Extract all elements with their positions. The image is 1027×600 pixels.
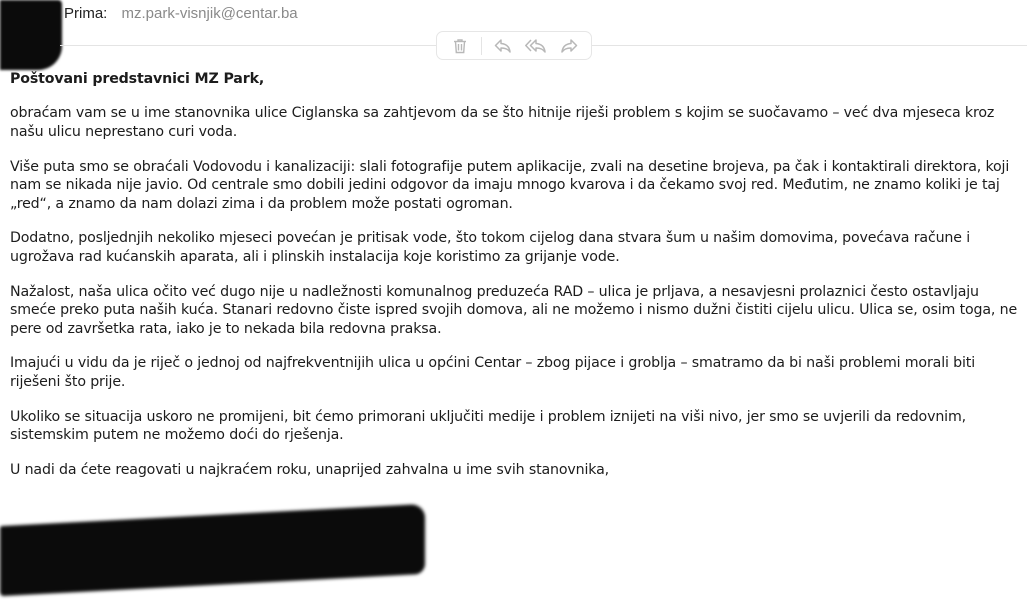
forward-button[interactable] — [557, 35, 581, 57]
recipient-label: Prima: — [64, 5, 108, 22]
recipient-address[interactable]: mz.park-visnjik@centar.ba — [121, 5, 298, 22]
reply-all-icon — [525, 39, 547, 53]
toolbar-separator — [481, 37, 482, 55]
reply-all-button[interactable] — [524, 35, 548, 57]
reply-button[interactable] — [491, 35, 515, 57]
trash-icon — [453, 38, 467, 54]
paragraph: Više puta smo se obraćali Vodovodu i kanalizaciji: slali fotografije putem aplikacije, zvali na desetine brojeva, pa čak i kontaktirali direktora, koji nam se nikada nije javio. Od centrale smo dobili jedini odgovor da imaju mnogo kvarova i da čekamo svoj red. Međutim, ne znamo koliki je taj „red“, a znamo da nam dolazi zima i da problem može postati ogroman. — [10, 158, 1010, 212]
paragraph: Dodatno, posljednjih nekoliko mjeseci povećan je pritisak vode, što tokom cijelog dana stvara šum u našim domovima, povećava račune i ugrožava rad kućanskih aparata, ali i plinskih instalacija koje koristimo za grijanje vode. — [10, 230, 971, 265]
paragraph: Ukoliko se situacija uskoro ne promijeni, bit ćemo primorani uključiti medije i problem iznijeti na viši nivo, jer smo se uvjerili da redovnim, sistemskim putem ne možemo doći do rješenja. — [10, 408, 966, 444]
message-body — [10, 70, 1027, 496]
redaction-mark — [0, 0, 62, 70]
greeting: Poštovani predstavnici MZ Park, — [10, 71, 265, 87]
paragraph: Imajući u vidu da je riječ o jednoj od najfrekventnijih ulica u općini Centar – zbog pijace i groblja – smatramo da bi naši problemi morali biti riješeni što prije. — [10, 355, 975, 390]
delete-button[interactable] — [448, 35, 472, 57]
paragraph: Nažalost, naša ulica očito već dugo nije u nadležnosti komunalnog preduzeća RAD – ulica je prljava, a nesavjesni prolaznici često ostavljaju smeće preko puta naših kuća. Stanari redovno čiste ispred svojih domova, ali ne možemo i nismo dužni čistiti cijelu ulicu. Ulica se, osim toga, ne pere od završetka rata, iako je to nekada bila redovna praksa. — [10, 283, 1018, 337]
paragraph: obraćam vam se u ime stanovnika ulice Ciglanska sa zahtjevom da se što hitnije riješi problem s kojim se suočavamo – već dva mjeseca kroz našu ulicu neprestano curi voda. — [10, 105, 995, 140]
recipient-row — [64, 4, 298, 24]
signature-redaction — [0, 504, 425, 596]
closing: U nadi da ćete reagovati u najkraćem roku, unaprijed zahvalna u ime svih stanovnika, — [10, 462, 609, 479]
reply-icon — [494, 39, 512, 53]
forward-icon — [560, 39, 578, 53]
message-toolbar — [436, 31, 592, 60]
